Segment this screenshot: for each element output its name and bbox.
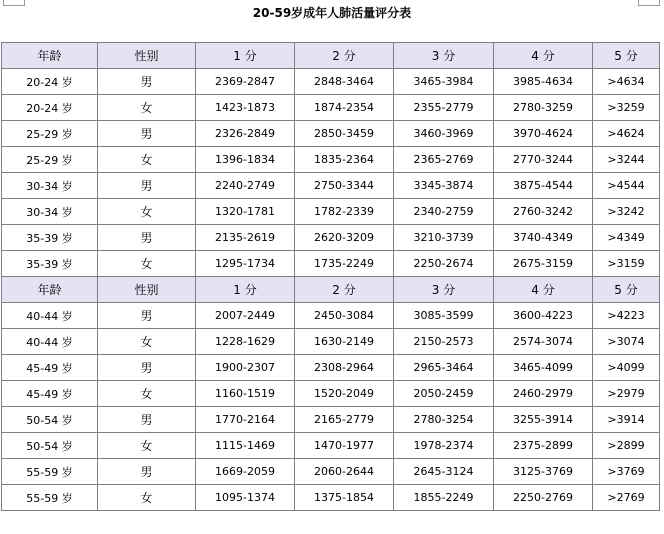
score-1-cell: 1770-2164 — [196, 407, 295, 433]
score-1-cell: 1669-2059 — [196, 459, 295, 485]
column-header: 3 分 — [394, 43, 494, 69]
score-4-cell: 2375-2899 — [494, 433, 593, 459]
age-cell: 25-29 岁 — [2, 121, 98, 147]
sex-cell: 女 — [98, 95, 196, 121]
score-2-cell: 2450-3084 — [295, 303, 394, 329]
sex-cell: 男 — [98, 173, 196, 199]
column-header: 2 分 — [295, 43, 394, 69]
score-1-cell: 1295-1734 — [196, 251, 295, 277]
age-cell: 50-54 岁 — [2, 407, 98, 433]
score-3-cell: 2365-2769 — [394, 147, 494, 173]
table-row — [2, 199, 660, 225]
score-4-cell: 2574-3074 — [494, 329, 593, 355]
score-1-cell: 2326-2849 — [196, 121, 295, 147]
score-1-cell: 1900-2307 — [196, 355, 295, 381]
score-4-cell: 3875-4544 — [494, 173, 593, 199]
score-1-cell: 1396-1834 — [196, 147, 295, 173]
column-header: 性别 — [98, 277, 196, 303]
score-3-cell: 2965-3464 — [394, 355, 494, 381]
score-1-cell: 2135-2619 — [196, 225, 295, 251]
table-header-row — [2, 43, 660, 69]
table-row — [2, 69, 660, 95]
score-2-cell: 1835-2364 — [295, 147, 394, 173]
sex-cell: 女 — [98, 381, 196, 407]
score-4-cell: 2760-3242 — [494, 199, 593, 225]
column-header: 1 分 — [196, 277, 295, 303]
score-4-cell: 2675-3159 — [494, 251, 593, 277]
score-3-cell: 3345-3874 — [394, 173, 494, 199]
sex-cell: 女 — [98, 147, 196, 173]
score-2-cell: 2750-3344 — [295, 173, 394, 199]
score-2-cell: 1375-1854 — [295, 485, 394, 511]
score-3-cell: 2250-2674 — [394, 251, 494, 277]
score-4-cell: 2770-3244 — [494, 147, 593, 173]
score-3-cell: 1978-2374 — [394, 433, 494, 459]
score-5-cell: >2899 — [593, 433, 660, 459]
score-table-body — [2, 43, 660, 511]
score-5-cell: >4099 — [593, 355, 660, 381]
score-2-cell: 2850-3459 — [295, 121, 394, 147]
score-5-cell: >3244 — [593, 147, 660, 173]
age-cell: 45-49 岁 — [2, 355, 98, 381]
column-header: 性别 — [98, 43, 196, 69]
table-row — [2, 147, 660, 173]
age-cell: 30-34 岁 — [2, 173, 98, 199]
table-row — [2, 459, 660, 485]
sex-cell: 女 — [98, 485, 196, 511]
age-cell: 20-24 岁 — [2, 95, 98, 121]
page-title: 20-59岁成年人肺活量评分表 — [252, 6, 412, 20]
column-header: 4 分 — [494, 43, 593, 69]
age-cell: 30-34 岁 — [2, 199, 98, 225]
score-2-cell: 1735-2249 — [295, 251, 394, 277]
score-5-cell: >3769 — [593, 459, 660, 485]
score-2-cell: 1782-2339 — [295, 199, 394, 225]
sex-cell: 男 — [98, 355, 196, 381]
score-5-cell: >4624 — [593, 121, 660, 147]
column-header: 5 分 — [593, 43, 660, 69]
score-2-cell: 1630-2149 — [295, 329, 394, 355]
score-5-cell: >4349 — [593, 225, 660, 251]
score-2-cell: 2848-3464 — [295, 69, 394, 95]
score-1-cell: 1095-1374 — [196, 485, 295, 511]
column-header: 4 分 — [494, 277, 593, 303]
score-4-cell: 3255-3914 — [494, 407, 593, 433]
table-row — [2, 95, 660, 121]
column-header: 年龄 — [2, 43, 98, 69]
score-1-cell: 1228-1629 — [196, 329, 295, 355]
sex-cell: 女 — [98, 199, 196, 225]
score-1-cell: 2240-2749 — [196, 173, 295, 199]
score-2-cell: 2165-2779 — [295, 407, 394, 433]
column-header: 2 分 — [295, 277, 394, 303]
score-4-cell: 2460-2979 — [494, 381, 593, 407]
column-header: 年龄 — [2, 277, 98, 303]
score-4-cell: 2250-2769 — [494, 485, 593, 511]
score-2-cell: 2620-3209 — [295, 225, 394, 251]
score-1-cell: 1115-1469 — [196, 433, 295, 459]
score-5-cell: >3242 — [593, 199, 660, 225]
score-3-cell: 3085-3599 — [394, 303, 494, 329]
table-row — [2, 407, 660, 433]
score-3-cell: 2050-2459 — [394, 381, 494, 407]
table-row — [2, 381, 660, 407]
score-5-cell: >2769 — [593, 485, 660, 511]
score-3-cell: 3465-3984 — [394, 69, 494, 95]
score-4-cell: 3740-4349 — [494, 225, 593, 251]
column-header: 1 分 — [196, 43, 295, 69]
score-3-cell: 3210-3739 — [394, 225, 494, 251]
score-2-cell: 1520-2049 — [295, 381, 394, 407]
table-row — [2, 303, 660, 329]
score-3-cell: 2780-3254 — [394, 407, 494, 433]
score-2-cell: 2308-2964 — [295, 355, 394, 381]
score-4-cell: 3970-4624 — [494, 121, 593, 147]
age-cell: 35-39 岁 — [2, 225, 98, 251]
score-5-cell: >3159 — [593, 251, 660, 277]
table-row — [2, 485, 660, 511]
age-cell: 25-29 岁 — [2, 147, 98, 173]
table-row — [2, 251, 660, 277]
score-5-cell: >3914 — [593, 407, 660, 433]
score-4-cell: 3985-4634 — [494, 69, 593, 95]
score-3-cell: 1855-2249 — [394, 485, 494, 511]
score-2-cell: 2060-2644 — [295, 459, 394, 485]
score-5-cell: >4223 — [593, 303, 660, 329]
table-row — [2, 173, 660, 199]
sex-cell: 男 — [98, 121, 196, 147]
sex-cell: 男 — [98, 225, 196, 251]
score-3-cell: 2355-2779 — [394, 95, 494, 121]
score-4-cell: 3125-3769 — [494, 459, 593, 485]
sex-cell: 男 — [98, 459, 196, 485]
age-cell: 55-59 岁 — [2, 485, 98, 511]
column-header: 3 分 — [394, 277, 494, 303]
age-cell: 50-54 岁 — [2, 433, 98, 459]
score-4-cell: 3600-4223 — [494, 303, 593, 329]
table-row — [2, 433, 660, 459]
age-cell: 45-49 岁 — [2, 381, 98, 407]
score-3-cell: 3460-3969 — [394, 121, 494, 147]
table-row — [2, 329, 660, 355]
score-4-cell: 3465-4099 — [494, 355, 593, 381]
score-5-cell: >4634 — [593, 69, 660, 95]
score-3-cell: 2340-2759 — [394, 199, 494, 225]
sex-cell: 男 — [98, 407, 196, 433]
score-2-cell: 1874-2354 — [295, 95, 394, 121]
table-row — [2, 355, 660, 381]
sex-cell: 男 — [98, 69, 196, 95]
age-cell: 40-44 岁 — [2, 303, 98, 329]
score-5-cell: >4544 — [593, 173, 660, 199]
sex-cell: 男 — [98, 303, 196, 329]
score-1-cell: 1160-1519 — [196, 381, 295, 407]
score-4-cell: 2780-3259 — [494, 95, 593, 121]
score-5-cell: >2979 — [593, 381, 660, 407]
score-1-cell: 1320-1781 — [196, 199, 295, 225]
column-header: 5 分 — [593, 277, 660, 303]
score-3-cell: 2645-3124 — [394, 459, 494, 485]
age-cell: 55-59 岁 — [2, 459, 98, 485]
score-5-cell: >3074 — [593, 329, 660, 355]
score-1-cell: 1423-1873 — [196, 95, 295, 121]
sex-cell: 女 — [98, 433, 196, 459]
age-cell: 40-44 岁 — [2, 329, 98, 355]
sex-cell: 女 — [98, 251, 196, 277]
score-5-cell: >3259 — [593, 95, 660, 121]
age-cell: 35-39 岁 — [2, 251, 98, 277]
score-3-cell: 2150-2573 — [394, 329, 494, 355]
table-row — [2, 225, 660, 251]
sex-cell: 女 — [98, 329, 196, 355]
score-1-cell: 2369-2847 — [196, 69, 295, 95]
score-table — [1, 42, 660, 511]
age-cell: 20-24 岁 — [2, 69, 98, 95]
score-2-cell: 1470-1977 — [295, 433, 394, 459]
table-header-row — [2, 277, 660, 303]
score-1-cell: 2007-2449 — [196, 303, 295, 329]
table-row — [2, 121, 660, 147]
